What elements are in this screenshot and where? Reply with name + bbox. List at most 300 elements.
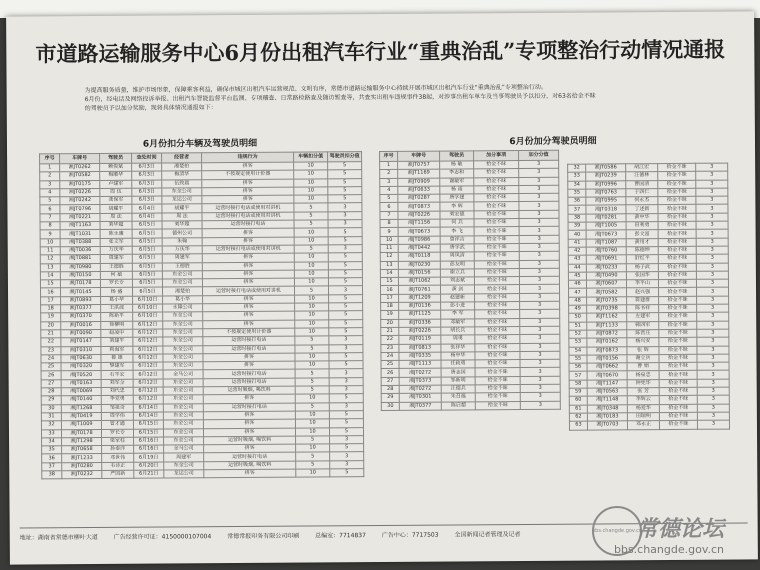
- table-cell: 湘JT1133: [587, 321, 627, 330]
- table-cell: 曹 娟: [627, 363, 659, 372]
- table-cell: 湘JT0118: [398, 252, 440, 261]
- table-cell: 拾金不昧: [474, 285, 519, 294]
- table-cell: 10: [294, 253, 328, 262]
- table-cell: 9: [380, 228, 398, 236]
- table-cell: 拾金不昧: [475, 385, 520, 394]
- table-cell: 61: [569, 405, 587, 413]
- table-cell: 湘JT0242: [60, 197, 100, 206]
- table-cell: 湘JT0388: [60, 238, 100, 247]
- table-cell: 47: [569, 289, 587, 297]
- table-cell: 5: [329, 361, 363, 370]
- table-cell: 湘JT0156: [587, 355, 627, 364]
- table-cell: 6月5日: [132, 263, 162, 272]
- table-cell: 5: [294, 220, 328, 229]
- table-cell: 东金公司: [163, 420, 203, 429]
- table-cell: 东金公司: [163, 395, 203, 404]
- table-cell: 湘JT0233: [586, 263, 626, 272]
- table-cell: 湘JT0670: [587, 371, 627, 380]
- table-cell: 6: [40, 205, 60, 213]
- table-cell: 湘JT0221: [60, 213, 100, 222]
- table-cell: 湘JT1268: [61, 404, 101, 413]
- table-cell: 湘JT1298: [62, 437, 102, 446]
- table-cell: 湘JT1087: [586, 238, 626, 247]
- table-cell: 31: [41, 413, 61, 421]
- intro-line: 的驾驶员予以加分奖励，现将具体情况通报如下：: [84, 104, 217, 113]
- table-cell: 5: [295, 369, 329, 378]
- table-cell: 湘JT1148: [587, 396, 627, 405]
- column-header: 驾驶员: [100, 153, 132, 163]
- table-cell: 邹新明: [441, 377, 475, 386]
- table-cell: 拾金不昧: [659, 304, 697, 313]
- table-cell: 李平山: [626, 280, 658, 289]
- table-cell: 3: [696, 213, 728, 222]
- table-cell: 湘JT0630: [61, 354, 101, 363]
- table-cell: 3: [696, 163, 728, 172]
- table-cell: 26: [41, 371, 61, 379]
- table-cell: 刘志斌: [440, 277, 474, 286]
- table-cell: 23: [381, 344, 399, 352]
- table-cell: 10: [295, 320, 329, 329]
- table-cell: 25: [381, 361, 399, 369]
- intro-text: [85, 82, 697, 113]
- table-cell: 3: [520, 343, 560, 352]
- table-cell: 湘JT1163: [60, 222, 100, 231]
- table-cell: 拼客: [203, 320, 295, 329]
- table-cell: 唐学建: [440, 194, 474, 203]
- table-cell: 拾金不昧: [474, 177, 519, 186]
- table-cell: 黄用才: [626, 238, 658, 247]
- footer-address: 地址：湖南省常德市柳叶大道: [19, 533, 98, 542]
- table-cell: 何永杰: [626, 197, 658, 206]
- table-cell: 10: [294, 278, 328, 287]
- table-cell: 湘JT0873: [587, 346, 627, 355]
- table-cell: 拾金不昧: [475, 318, 520, 327]
- table-cell: 谢立兵: [627, 354, 659, 363]
- table-cell: 3: [697, 354, 729, 363]
- table-cell: 湘JT0178: [61, 429, 101, 438]
- table-cell: 37: [42, 462, 62, 470]
- table-cell: 刘建平: [101, 337, 133, 346]
- table-cell: 3: [520, 293, 560, 302]
- table-cell: 5: [328, 269, 362, 278]
- table-cell: 10: [295, 353, 329, 362]
- table-cell: 10: [295, 311, 329, 320]
- table-cell: 拾金不昧: [474, 268, 519, 277]
- table-cell: 湘JT0757: [398, 161, 440, 170]
- table-cell: 14: [380, 269, 398, 277]
- table-cell: 5: [295, 402, 329, 411]
- table-cell: 邓永正: [627, 421, 659, 430]
- table-cell: 湘JT1062: [398, 277, 440, 286]
- table-cell: 3: [520, 384, 560, 393]
- table-cell: 6月12日: [133, 337, 163, 346]
- column-header: 加分事项: [474, 151, 519, 161]
- table-cell: 湘JT0370: [61, 313, 101, 322]
- table-cell: 3: [697, 412, 729, 421]
- table-cell: 龚保军: [100, 196, 132, 205]
- table-cell: 胡长兵: [441, 327, 475, 336]
- table-cell: 5: [296, 452, 330, 461]
- table-cell: 湘JT0909: [398, 178, 440, 187]
- table-cell: 5: [329, 319, 363, 328]
- table-cell: 莉海军: [101, 346, 133, 355]
- table-cell: 4: [40, 189, 60, 197]
- table-cell: 李 军: [441, 310, 475, 319]
- table-cell: 唐志国: [441, 368, 475, 377]
- table-cell: 3: [697, 304, 729, 313]
- table-cell: 3: [520, 334, 560, 343]
- table-cell: 拾金不昧: [474, 210, 519, 219]
- table-cell: 30: [41, 404, 61, 412]
- table-cell: 5: [294, 245, 328, 254]
- table-cell: 6月12日: [133, 379, 163, 388]
- table-cell: 拾金不昧: [658, 271, 696, 280]
- table-cell: 陈晋庄: [627, 330, 659, 339]
- table-cell: 10: [296, 444, 330, 453]
- table-cell: 5: [328, 253, 362, 262]
- table-cell: 拾金不昧: [474, 235, 519, 244]
- table-cell: 湘JT0239: [586, 172, 626, 181]
- table-cell: 5: [328, 187, 362, 196]
- table-cell: 伍致晨: [162, 179, 202, 188]
- table-cell: 梅清华: [162, 171, 202, 180]
- table-cell: 湘JT1156: [398, 219, 440, 228]
- table-cell: 鲁 雄: [101, 354, 133, 363]
- table-cell: 湘JT0280: [62, 462, 102, 471]
- table-cell: 湘JT0226: [398, 211, 440, 220]
- table-cell: 3: [520, 310, 560, 319]
- table-cell: 万庆华: [162, 246, 202, 255]
- table-cell: 周凤清: [440, 252, 474, 261]
- page-title: 市道路运输服务中心6月份出租汽车行业“重典治乱”专项整治行动情况通报: [35, 36, 726, 67]
- table-cell: 湘JT0662: [587, 363, 627, 372]
- column-header: 查处时间: [132, 153, 162, 163]
- table-cell: 杨兴安: [627, 338, 659, 347]
- table-cell: 葛小华: [101, 296, 133, 305]
- table-cell: 湘JT0419: [61, 412, 101, 421]
- table-cell: 拾金不昧: [474, 161, 519, 170]
- watermark-url: bbs.changde.gov.cn: [613, 543, 724, 556]
- table-cell: 25: [41, 363, 61, 371]
- table-cell: 运营时接打电话: [203, 403, 295, 412]
- table-cell: 万庆华: [100, 246, 132, 255]
- table-cell: 东金公司: [163, 354, 203, 363]
- table-cell: 湘JT0582: [587, 288, 627, 297]
- table-cell: 刘宏德: [440, 211, 474, 220]
- table-cell: 湘JT0995: [586, 197, 626, 206]
- table-cell: 德州公司: [162, 229, 202, 238]
- table-cell: 21: [41, 330, 61, 338]
- table-cell: 黄中华: [626, 213, 658, 222]
- table-cell: 9: [40, 230, 60, 238]
- table-cell: 邓世伟: [102, 454, 134, 463]
- table-cell: 6月12日: [133, 362, 163, 371]
- table-cell: 拾金不昧: [658, 255, 696, 264]
- table-cell: 6月5日: [132, 279, 162, 288]
- table-cell: 湘JT0658: [62, 446, 102, 455]
- table-cell: 田瑞明: [627, 412, 659, 421]
- table-cell: 左建军: [627, 313, 659, 322]
- table-cell: 55: [569, 355, 587, 363]
- table-cell: 12: [380, 253, 398, 261]
- table-cell: 湘JT0226: [60, 188, 100, 197]
- table-cell: 6月12日: [133, 395, 163, 404]
- table-cell: 拼客: [202, 179, 294, 188]
- table-cell: 李 辉: [440, 202, 474, 211]
- footer-ad-phone: 广告中心：7717503: [381, 531, 439, 540]
- table-cell: 李志和: [440, 169, 474, 178]
- table-cell: 陈新平: [101, 313, 133, 322]
- table-cell: 62: [569, 413, 587, 421]
- table-cell: 湘JT0175: [60, 180, 100, 189]
- table-cell: 20: [381, 319, 399, 327]
- table-cell: 17: [381, 294, 399, 302]
- table-cell: 3: [328, 211, 362, 220]
- table-cell: 拾金不昧: [658, 221, 696, 230]
- table-cell: 3: [696, 263, 728, 272]
- table-cell: 王德胜: [162, 262, 202, 271]
- table-cell: 21: [381, 327, 399, 335]
- table-cell: 彭文富: [626, 230, 658, 239]
- table-cell: 东金公司: [163, 403, 203, 412]
- table-cell: 35: [568, 189, 586, 197]
- table-cell: 拾金不昧: [658, 180, 696, 189]
- column-header: 序号: [40, 154, 60, 164]
- table-cell: 3: [697, 404, 729, 413]
- table-cell: 5: [328, 178, 362, 187]
- table-cell: 3: [328, 286, 362, 295]
- bonus-table-right: [567, 163, 730, 431]
- table-cell: 湘JT0893: [61, 296, 101, 305]
- table-cell: 10: [296, 469, 330, 478]
- table-cell: 6月4日: [132, 205, 162, 214]
- table-cell: 24: [41, 355, 61, 363]
- table-cell: 3: [520, 318, 560, 327]
- table-cell: 赖俊斌: [100, 163, 132, 172]
- table-cell: 3: [328, 245, 362, 254]
- table-cell: 拾金不昧: [659, 338, 697, 347]
- table-cell: 拼客: [203, 361, 295, 370]
- table-cell: 5: [328, 195, 362, 204]
- table-cell: 拼客: [203, 428, 295, 437]
- table-cell: 15: [40, 280, 60, 288]
- table-cell: 3: [328, 203, 362, 212]
- table-cell: 东金公司: [163, 312, 203, 321]
- table-cell: 10: [295, 427, 329, 436]
- table-cell: 不按规定使用计价器: [203, 328, 295, 337]
- table-cell: 谢立兵: [440, 269, 474, 278]
- table-cell: 陈永康: [100, 230, 132, 239]
- table-cell: 拼客: [203, 295, 295, 304]
- table-cell: 东金公司: [162, 279, 202, 288]
- penalty-table: [39, 151, 364, 480]
- table-cell: 59: [569, 388, 587, 396]
- table-cell: 6月5日: [132, 287, 162, 296]
- table-cell: 24: [381, 352, 399, 360]
- table-cell: 杨泉忠: [627, 371, 659, 380]
- table-cell: 5: [329, 427, 363, 436]
- table-cell: 湘JT0090: [61, 329, 101, 338]
- table-cell: 黄 剑: [440, 285, 474, 294]
- table-cell: 拾金不昧: [659, 421, 697, 430]
- table-cell: 23: [41, 346, 61, 354]
- table-cell: 杨 敏: [440, 161, 474, 170]
- table-cell: 湘JT0178: [60, 280, 100, 289]
- table-cell: 10: [294, 228, 328, 237]
- table-cell: 钟宪华: [627, 379, 659, 388]
- table-row: [42, 469, 364, 480]
- table-cell: 11: [40, 247, 60, 255]
- table-cell: 湘JT0119: [399, 335, 441, 344]
- table-cell: 3: [380, 178, 398, 186]
- table-cell: 拾金不昧: [474, 244, 519, 253]
- table-cell: 拼客: [204, 444, 296, 453]
- column-header: 序号: [380, 151, 398, 161]
- table-cell: 运营时接打电话或使用对讲机: [202, 212, 294, 221]
- table-cell: 陈书祥: [627, 305, 659, 314]
- table-cell: 龙运公司: [162, 196, 202, 205]
- table-cell: 拼客: [202, 237, 294, 246]
- table-cell: 10: [295, 394, 329, 403]
- table-cell: 湘JT0163: [61, 379, 101, 388]
- table-cell: 6月19日: [134, 453, 164, 462]
- table-cell: 韩四军: [627, 321, 659, 330]
- table-cell: 湘JT0348: [587, 404, 627, 413]
- table-cell: 湘JT1233: [62, 454, 102, 463]
- table-cell: 拾金不昧: [658, 263, 696, 272]
- table-cell: 3: [696, 221, 728, 230]
- table-cell: 湘JT0335: [399, 352, 441, 361]
- table-cell: 27: [41, 379, 61, 387]
- table-cell: 10: [295, 303, 329, 312]
- table-cell: 彭友明: [440, 260, 474, 269]
- table-cell: 金马公司: [164, 445, 204, 454]
- table-cell: 徐柳明: [101, 321, 133, 330]
- table-cell: 3: [519, 160, 559, 169]
- table-cell: 3: [329, 377, 363, 386]
- table-cell: 拾金不昧: [474, 252, 519, 261]
- table-cell: 拼客: [203, 419, 295, 428]
- table-cell: 5: [329, 294, 363, 303]
- table-cell: 8: [380, 219, 398, 227]
- table-cell: 拾金不昧: [659, 346, 697, 355]
- table-cell: 朱召福: [441, 393, 475, 402]
- table-cell: 5: [329, 328, 363, 337]
- table-cell: 28: [41, 388, 61, 396]
- table-cell: 3: [519, 227, 559, 236]
- table-cell: 5: [329, 352, 363, 361]
- table-cell: 拼客: [203, 394, 295, 403]
- table-cell: 湘JT1147: [587, 380, 627, 389]
- table-cell: 湘JT0318: [586, 205, 626, 214]
- table-cell: 张 辉: [627, 346, 659, 355]
- table-cell: 3: [329, 336, 363, 345]
- table-cell: 10: [294, 170, 328, 179]
- table-cell: 5: [329, 419, 363, 428]
- table-cell: 3: [697, 362, 729, 371]
- table-cell: 湘JT0373: [399, 377, 441, 386]
- table-cell: 东金公司: [163, 378, 203, 387]
- table-cell: 3: [520, 359, 560, 368]
- table-cell: 10: [294, 261, 328, 270]
- table-cell: 6月5日: [132, 238, 162, 247]
- table-cell: 30: [381, 402, 399, 410]
- table-cell: 拼客: [204, 469, 296, 478]
- table-cell: 28: [381, 385, 399, 393]
- table-cell: 3: [520, 393, 560, 402]
- table-cell: 拾金不昧: [658, 213, 696, 222]
- table-cell: 湘JT1169: [398, 169, 440, 178]
- table-cell: 拼客: [202, 195, 294, 204]
- table-cell: 46: [568, 280, 586, 288]
- table-cell: 7: [40, 214, 60, 222]
- table-cell: 3: [519, 202, 559, 211]
- table-cell: 5: [329, 394, 363, 403]
- table-cell: 17: [41, 296, 61, 304]
- table-cell: 拾金不昧: [474, 185, 519, 194]
- table-cell: 刘华超: [100, 221, 132, 230]
- table-cell: 5: [295, 378, 329, 387]
- table-cell: 5: [296, 436, 330, 445]
- table-cell: 拾金不昧: [474, 169, 519, 178]
- table-cell: 杨 盛: [100, 288, 132, 297]
- table-row: [381, 401, 560, 411]
- table-cell: 2: [40, 172, 60, 180]
- table-cell: 6月20日: [134, 462, 164, 471]
- table-cell: 3: [519, 276, 559, 285]
- table-cell: 湘JT0763: [586, 189, 626, 198]
- footer-printer: 常德常报印务有限公司印刷: [227, 532, 300, 541]
- table-cell: 任政勇: [441, 360, 475, 369]
- table-cell: 运营时接打电话: [204, 452, 296, 461]
- table-cell: 彭小进: [441, 302, 475, 311]
- table-cell: 运营时接打电话或使用对讲机: [202, 287, 294, 296]
- table-cell: 拾金不昧: [659, 404, 697, 413]
- table-cell: 湘JT0735: [587, 297, 627, 306]
- table-cell: 拼客: [203, 353, 295, 362]
- table-cell: 1: [40, 164, 60, 172]
- table-cell: 60: [569, 396, 587, 404]
- table-cell: 拼客: [203, 303, 295, 312]
- table-cell: 3: [520, 376, 560, 385]
- table-cell: 运营时接打电话: [202, 220, 294, 229]
- table-cell: 丁述新: [626, 205, 658, 214]
- table-cell: 6月16日: [134, 445, 164, 454]
- table-cell: 东金公司: [163, 412, 203, 421]
- table-cell: 3: [519, 218, 559, 227]
- table-cell: 朱翰: [162, 237, 202, 246]
- table-cell: 5: [330, 444, 364, 453]
- table-cell: 湘JT1125: [399, 310, 441, 319]
- table-cell: 38: [568, 214, 586, 222]
- table-cell: 胡江宏: [626, 164, 658, 173]
- table-cell: 45: [568, 272, 586, 280]
- table-cell: 6月4日: [132, 213, 162, 222]
- table-cell: 3: [697, 387, 729, 396]
- table-cell: 3: [519, 243, 559, 252]
- table-cell: 8: [40, 222, 60, 230]
- table-cell: 6月12日: [133, 321, 163, 330]
- table-cell: 石平宏: [101, 371, 133, 380]
- table-cell: 3: [696, 279, 728, 288]
- bonus-table-left: [379, 150, 561, 411]
- table-cell: 3: [696, 205, 728, 214]
- table-cell: 湘JT0036: [60, 246, 100, 255]
- table-cell: 湘JT0673: [398, 227, 440, 236]
- table-cell: 拾金不昧: [475, 310, 520, 319]
- table-cell: 东金公司: [162, 188, 202, 197]
- table-cell: 陈德坤: [626, 247, 658, 256]
